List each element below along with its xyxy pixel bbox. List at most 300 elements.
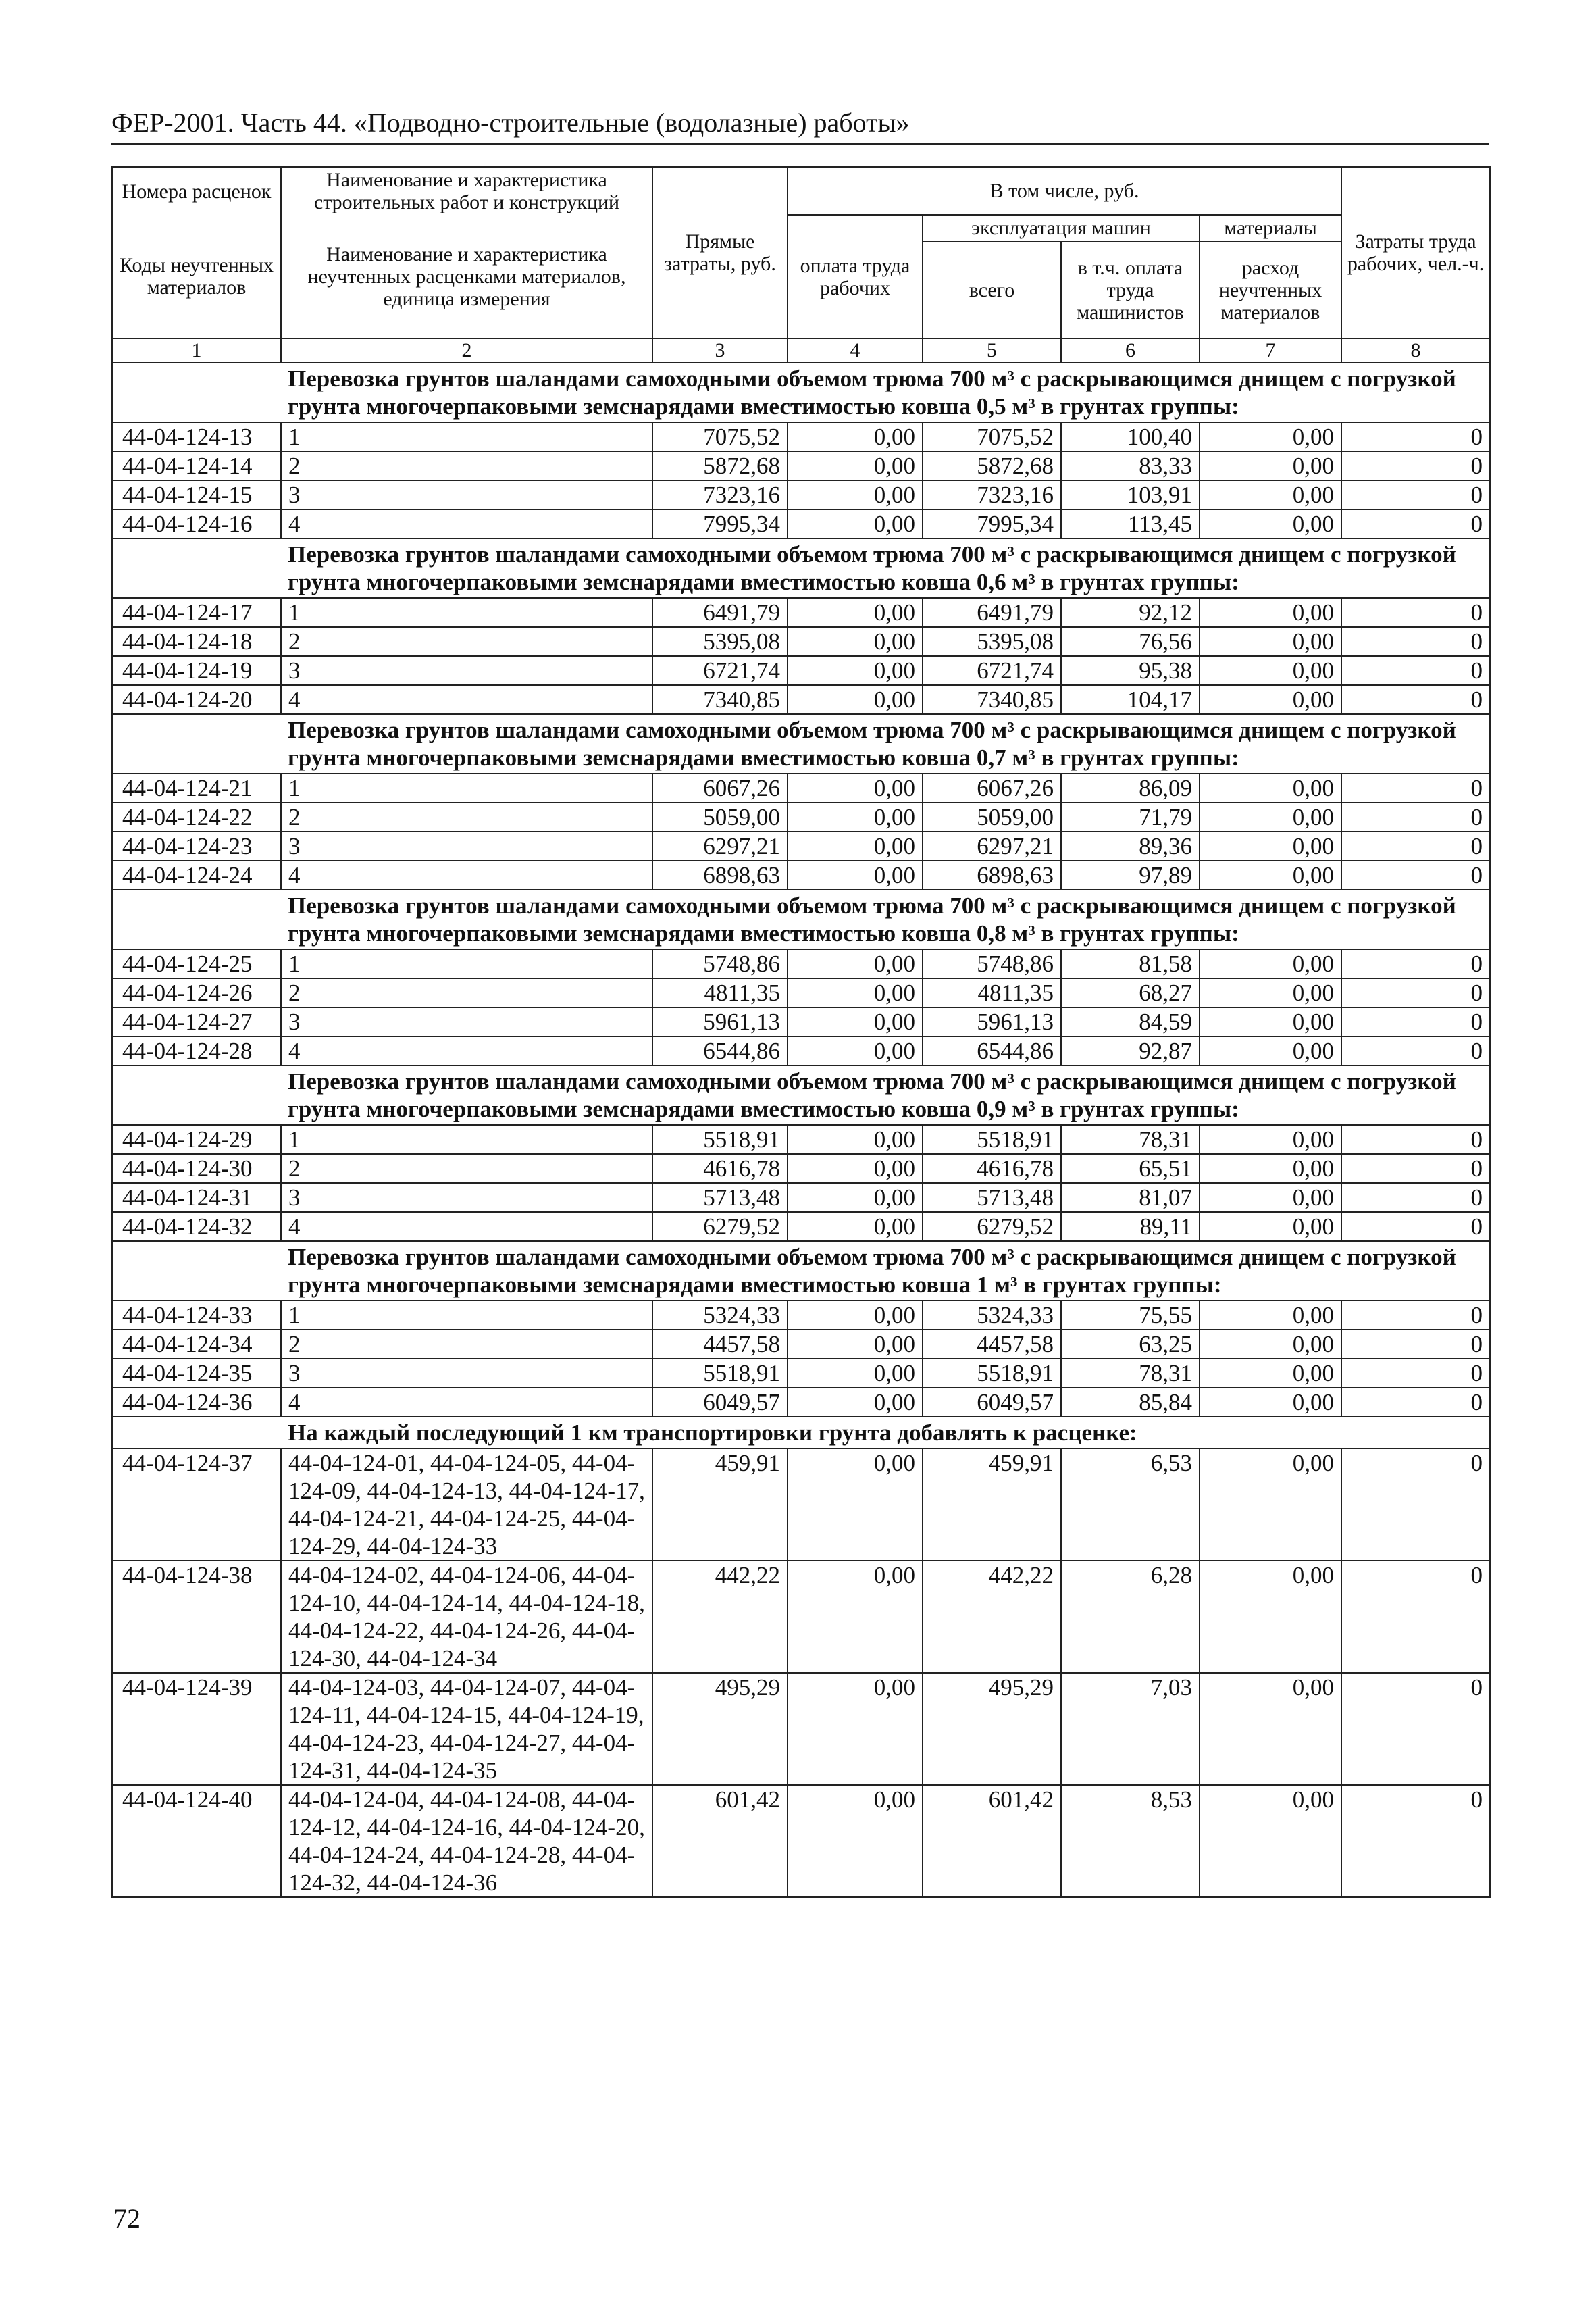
rate-code: 44-04-124-26: [112, 978, 281, 1007]
machinist-pay: 6,28: [1061, 1561, 1200, 1673]
rate-name: 1: [281, 1301, 652, 1330]
table-row: [112, 509, 1490, 538]
rate-code: 44-04-124-21: [112, 774, 281, 803]
worker-pay: 0,00: [788, 656, 923, 685]
machinist-pay: 100,40: [1061, 422, 1200, 451]
labor-hours: 0: [1341, 1359, 1490, 1388]
header-machinist-pay: в т.ч. оплата труда машинистов: [1061, 241, 1200, 338]
machine-cost: 6491,79: [923, 598, 1061, 627]
machinist-pay: 6,53: [1061, 1449, 1200, 1561]
machinist-pay: 83,33: [1061, 451, 1200, 480]
table-row: [112, 598, 1490, 627]
direct-cost: 495,29: [652, 1673, 788, 1785]
rate-code: 44-04-124-19: [112, 656, 281, 685]
page-header-title: ФЕР-2001. Часть 44. «Подводно-строительные (водолазные) работы»: [111, 107, 910, 138]
rate-name: 4: [281, 1036, 652, 1065]
materials-cost: 0,00: [1200, 1183, 1341, 1212]
materials-cost: 0,00: [1200, 656, 1341, 685]
table-row: [112, 1388, 1490, 1417]
worker-pay: 0,00: [788, 1036, 923, 1065]
column-number: 6: [1061, 338, 1200, 363]
direct-cost: 601,42: [652, 1785, 788, 1897]
machine-cost: 495,29: [923, 1673, 1061, 1785]
materials-cost: 0,00: [1200, 627, 1341, 656]
column-number-row: [112, 338, 1490, 363]
worker-pay: 0,00: [788, 1212, 923, 1241]
direct-cost: 6297,21: [652, 832, 788, 861]
worker-pay: 0,00: [788, 1125, 923, 1154]
labor-hours: 0: [1341, 774, 1490, 803]
direct-cost: 4616,78: [652, 1154, 788, 1183]
direct-cost: 5518,91: [652, 1125, 788, 1154]
machinist-pay: 75,55: [1061, 1301, 1200, 1330]
direct-cost: 4811,35: [652, 978, 788, 1007]
materials-cost: 0,00: [1200, 1036, 1341, 1065]
worker-pay: 0,00: [788, 1330, 923, 1359]
table-row: [112, 949, 1490, 978]
column-number: 2: [281, 338, 652, 363]
rate-name: 2: [281, 1330, 652, 1359]
rates-table: [111, 166, 1491, 1898]
machinist-pay: 68,27: [1061, 978, 1200, 1007]
rate-code: 44-04-124-25: [112, 949, 281, 978]
table-row: [112, 656, 1490, 685]
table-row: [112, 685, 1490, 714]
rate-code: 44-04-124-27: [112, 1007, 281, 1036]
table-row: [112, 1212, 1490, 1241]
rate-code: 44-04-124-34: [112, 1330, 281, 1359]
direct-cost: 6544,86: [652, 1036, 788, 1065]
table-row: [112, 1183, 1490, 1212]
worker-pay: 0,00: [788, 685, 923, 714]
worker-pay: 0,00: [788, 1673, 923, 1785]
direct-cost: 6049,57: [652, 1388, 788, 1417]
section-spacer: [112, 538, 281, 598]
section-header-row: [112, 363, 1490, 422]
direct-cost: 7323,16: [652, 480, 788, 509]
machine-cost: 7995,34: [923, 509, 1061, 538]
materials-cost: 0,00: [1200, 861, 1341, 890]
table-row: [112, 1125, 1490, 1154]
table-row: [112, 1330, 1490, 1359]
direct-cost: 7340,85: [652, 685, 788, 714]
section-spacer: [112, 363, 281, 422]
rate-name: 2: [281, 627, 652, 656]
column-number: 1: [112, 338, 281, 363]
rate-name: 3: [281, 480, 652, 509]
section-spacer: [112, 1417, 281, 1449]
materials-cost: 0,00: [1200, 451, 1341, 480]
rate-name: 2: [281, 1154, 652, 1183]
labor-hours: 0: [1341, 422, 1490, 451]
labor-hours: 0: [1341, 1785, 1490, 1897]
machinist-pay: 92,12: [1061, 598, 1200, 627]
machinist-pay: 104,17: [1061, 685, 1200, 714]
rate-name: 3: [281, 1183, 652, 1212]
table-row: [112, 1007, 1490, 1036]
rate-code: 44-04-124-39: [112, 1673, 281, 1785]
rate-name: 2: [281, 978, 652, 1007]
section-spacer: [112, 890, 281, 949]
machine-cost: 5059,00: [923, 803, 1061, 832]
rate-code: 44-04-124-20: [112, 685, 281, 714]
table-row: [112, 1673, 1490, 1785]
labor-hours: 0: [1341, 1125, 1490, 1154]
materials-cost: 0,00: [1200, 949, 1341, 978]
rate-code: 44-04-124-36: [112, 1388, 281, 1417]
section-title: Перевозка грунтов шаландами самоходными объемом трюма 700 м³ с раскрывающимся днищем с погрузкой грунта многочерпаковыми земснарядами вместимостью ковша 1 м³ в грунтах группы:: [281, 1241, 1490, 1301]
machinist-pay: 81,07: [1061, 1183, 1200, 1212]
rate-name: 44-04-124-02, 44-04-124-06, 44-04-124-10, 44-04-124-14, 44-04-124-18, 44-04-124-22, 44-04-124-26, 44-04-124-30, 44-04-124-34: [281, 1561, 652, 1673]
rate-code: 44-04-124-29: [112, 1125, 281, 1154]
machine-cost: 7323,16: [923, 480, 1061, 509]
labor-hours: 0: [1341, 1330, 1490, 1359]
machinist-pay: 89,11: [1061, 1212, 1200, 1241]
machinist-pay: 113,45: [1061, 509, 1200, 538]
table-row: [112, 480, 1490, 509]
labor-hours: 0: [1341, 509, 1490, 538]
labor-hours: 0: [1341, 656, 1490, 685]
worker-pay: 0,00: [788, 1561, 923, 1673]
machine-cost: 601,42: [923, 1785, 1061, 1897]
table-row: [112, 422, 1490, 451]
worker-pay: 0,00: [788, 1183, 923, 1212]
direct-cost: 5324,33: [652, 1301, 788, 1330]
worker-pay: 0,00: [788, 480, 923, 509]
machine-cost: 5324,33: [923, 1301, 1061, 1330]
labor-hours: 0: [1341, 480, 1490, 509]
rate-name: 1: [281, 422, 652, 451]
direct-cost: 5059,00: [652, 803, 788, 832]
direct-cost: 5395,08: [652, 627, 788, 656]
table-row: [112, 1154, 1490, 1183]
worker-pay: 0,00: [788, 451, 923, 480]
machine-cost: 5395,08: [923, 627, 1061, 656]
rate-code: 44-04-124-17: [112, 598, 281, 627]
machinist-pay: 78,31: [1061, 1125, 1200, 1154]
machinist-pay: 97,89: [1061, 861, 1200, 890]
labor-hours: 0: [1341, 685, 1490, 714]
machinist-pay: 71,79: [1061, 803, 1200, 832]
section-title: Перевозка грунтов шаландами самоходными объемом трюма 700 м³ с раскрывающимся днищем с погрузкой грунта многочерпаковыми земснарядами вместимостью ковша 0,7 м³ в грунтах группы:: [281, 714, 1490, 774]
machine-cost: 7340,85: [923, 685, 1061, 714]
rate-name: 3: [281, 832, 652, 861]
machinist-pay: 85,84: [1061, 1388, 1200, 1417]
machinist-pay: 7,03: [1061, 1673, 1200, 1785]
rate-code: 44-04-124-35: [112, 1359, 281, 1388]
direct-cost: 5748,86: [652, 949, 788, 978]
header-direct-costs: Прямые затраты, руб.: [652, 167, 788, 338]
direct-cost: 6898,63: [652, 861, 788, 890]
section-header-row: [112, 1417, 1490, 1449]
materials-cost: 0,00: [1200, 509, 1341, 538]
materials-cost: 0,00: [1200, 1673, 1341, 1785]
table-row: [112, 1359, 1490, 1388]
rate-code: 44-04-124-38: [112, 1561, 281, 1673]
rate-code: 44-04-124-33: [112, 1301, 281, 1330]
table-row: [112, 832, 1490, 861]
rate-code: 44-04-124-16: [112, 509, 281, 538]
column-number: 8: [1341, 338, 1490, 363]
machinist-pay: 89,36: [1061, 832, 1200, 861]
direct-cost: 459,91: [652, 1449, 788, 1561]
header-machine-operation: эксплуатация машин: [923, 215, 1200, 241]
machine-cost: 7075,52: [923, 422, 1061, 451]
labor-hours: 0: [1341, 1154, 1490, 1183]
table-row: [112, 1785, 1490, 1897]
materials-cost: 0,00: [1200, 685, 1341, 714]
section-spacer: [112, 1065, 281, 1125]
rate-name: 4: [281, 685, 652, 714]
rate-name: 4: [281, 1388, 652, 1417]
labor-hours: 0: [1341, 978, 1490, 1007]
machinist-pay: 8,53: [1061, 1785, 1200, 1897]
rate-name: 4: [281, 861, 652, 890]
rate-code: 44-04-124-14: [112, 451, 281, 480]
machine-cost: 442,22: [923, 1561, 1061, 1673]
direct-cost: 5518,91: [652, 1359, 788, 1388]
worker-pay: 0,00: [788, 832, 923, 861]
machinist-pay: 86,09: [1061, 774, 1200, 803]
worker-pay: 0,00: [788, 949, 923, 978]
rate-name: 4: [281, 509, 652, 538]
direct-cost: 6279,52: [652, 1212, 788, 1241]
machine-cost: 6544,86: [923, 1036, 1061, 1065]
labor-hours: 0: [1341, 1388, 1490, 1417]
machinist-pay: 63,25: [1061, 1330, 1200, 1359]
section-header-row: [112, 714, 1490, 774]
machine-cost: 459,91: [923, 1449, 1061, 1561]
labor-hours: 0: [1341, 627, 1490, 656]
header-labor-hours: Затраты труда рабочих, чел.-ч.: [1341, 167, 1490, 338]
worker-pay: 0,00: [788, 422, 923, 451]
rate-code: 44-04-124-32: [112, 1212, 281, 1241]
materials-cost: 0,00: [1200, 1359, 1341, 1388]
materials-cost: 0,00: [1200, 598, 1341, 627]
table-row: [112, 627, 1490, 656]
machine-cost: 5872,68: [923, 451, 1061, 480]
section-title: На каждый последующий 1 км транспортировки грунта добавлять к расценке:: [281, 1417, 1490, 1449]
machine-cost: 5518,91: [923, 1125, 1061, 1154]
header-divider: [111, 143, 1489, 145]
materials-cost: 0,00: [1200, 1212, 1341, 1241]
materials-cost: 0,00: [1200, 1561, 1341, 1673]
materials-cost: 0,00: [1200, 422, 1341, 451]
rate-name: 1: [281, 1125, 652, 1154]
column-number: 7: [1200, 338, 1341, 363]
table-header: [112, 167, 1490, 363]
worker-pay: 0,00: [788, 1154, 923, 1183]
materials-cost: 0,00: [1200, 480, 1341, 509]
rate-name: 44-04-124-04, 44-04-124-08, 44-04-124-12, 44-04-124-16, 44-04-124-20, 44-04-124-24, 44-04-124-28, 44-04-124-32, 44-04-124-36: [281, 1785, 652, 1897]
worker-pay: 0,00: [788, 509, 923, 538]
labor-hours: 0: [1341, 1007, 1490, 1036]
direct-cost: 5872,68: [652, 451, 788, 480]
rate-name: 4: [281, 1212, 652, 1241]
machine-cost: 5961,13: [923, 1007, 1061, 1036]
rate-code: 44-04-124-22: [112, 803, 281, 832]
worker-pay: 0,00: [788, 1388, 923, 1417]
direct-cost: 7075,52: [652, 422, 788, 451]
labor-hours: 0: [1341, 1449, 1490, 1561]
machinist-pay: 81,58: [1061, 949, 1200, 978]
rate-code: 44-04-124-37: [112, 1449, 281, 1561]
direct-cost: 6067,26: [652, 774, 788, 803]
machinist-pay: 84,59: [1061, 1007, 1200, 1036]
labor-hours: 0: [1341, 1212, 1490, 1241]
header-machines-total: всего: [923, 241, 1061, 338]
header-material-codes: Коды неучтенных материалов: [112, 215, 281, 338]
worker-pay: 0,00: [788, 803, 923, 832]
worker-pay: 0,00: [788, 861, 923, 890]
table-body: [112, 363, 1490, 1897]
section-title: Перевозка грунтов шаландами самоходными объемом трюма 700 м³ с раскрывающимся днищем с погрузкой грунта многочерпаковыми земснарядами вместимостью ковша 0,8 м³ в грунтах группы:: [281, 890, 1490, 949]
worker-pay: 0,00: [788, 1007, 923, 1036]
worker-pay: 0,00: [788, 978, 923, 1007]
rate-code: 44-04-124-28: [112, 1036, 281, 1065]
table-row: [112, 1036, 1490, 1065]
table-row: [112, 451, 1490, 480]
rate-name: 2: [281, 803, 652, 832]
machine-cost: 5518,91: [923, 1359, 1061, 1388]
worker-pay: 0,00: [788, 627, 923, 656]
direct-cost: 7995,34: [652, 509, 788, 538]
machine-cost: 6721,74: [923, 656, 1061, 685]
machine-cost: 6279,52: [923, 1212, 1061, 1241]
direct-cost: 5961,13: [652, 1007, 788, 1036]
materials-cost: 0,00: [1200, 1125, 1341, 1154]
column-number: 5: [923, 338, 1061, 363]
machinist-pay: 78,31: [1061, 1359, 1200, 1388]
labor-hours: 0: [1341, 1301, 1490, 1330]
worker-pay: 0,00: [788, 1301, 923, 1330]
rate-code: 44-04-124-18: [112, 627, 281, 656]
header-worker-pay: оплата труда рабочих: [788, 215, 923, 338]
table-row: [112, 774, 1490, 803]
table-row: [112, 1561, 1490, 1673]
worker-pay: 0,00: [788, 1449, 923, 1561]
labor-hours: 0: [1341, 949, 1490, 978]
section-title: Перевозка грунтов шаландами самоходными объемом трюма 700 м³ с раскрывающимся днищем с погрузкой грунта многочерпаковыми земснарядами вместимостью ковша 0,5 м³ в грунтах группы:: [281, 363, 1490, 422]
materials-cost: 0,00: [1200, 1388, 1341, 1417]
table-row: [112, 1301, 1490, 1330]
worker-pay: 0,00: [788, 774, 923, 803]
direct-cost: 4457,58: [652, 1330, 788, 1359]
rate-name: 44-04-124-03, 44-04-124-07, 44-04-124-11, 44-04-124-15, 44-04-124-19, 44-04-124-23, 44-04-124-27, 44-04-124-31, 44-04-124-35: [281, 1673, 652, 1785]
column-number: 4: [788, 338, 923, 363]
rate-name: 1: [281, 949, 652, 978]
materials-cost: 0,00: [1200, 1154, 1341, 1183]
labor-hours: 0: [1341, 1673, 1490, 1785]
rate-code: 44-04-124-30: [112, 1154, 281, 1183]
labor-hours: 0: [1341, 598, 1490, 627]
machine-cost: 6049,57: [923, 1388, 1061, 1417]
machine-cost: 6898,63: [923, 861, 1061, 890]
rate-name: 44-04-124-01, 44-04-124-05, 44-04-124-09, 44-04-124-13, 44-04-124-17, 44-04-124-21, 44-04-124-25, 44-04-124-29, 44-04-124-33: [281, 1449, 652, 1561]
section-title: Перевозка грунтов шаландами самоходными объемом трюма 700 м³ с раскрывающимся днищем с погрузкой грунта многочерпаковыми земснарядами вместимостью ковша 0,9 м³ в грунтах группы:: [281, 1065, 1490, 1125]
section-header-row: [112, 1241, 1490, 1301]
labor-hours: 0: [1341, 861, 1490, 890]
machinist-pay: 76,56: [1061, 627, 1200, 656]
labor-hours: 0: [1341, 803, 1490, 832]
rate-code: 44-04-124-15: [112, 480, 281, 509]
direct-cost: 5713,48: [652, 1183, 788, 1212]
materials-cost: 0,00: [1200, 774, 1341, 803]
machine-cost: 4811,35: [923, 978, 1061, 1007]
labor-hours: 0: [1341, 1561, 1490, 1673]
rate-name: 2: [281, 451, 652, 480]
rate-name: 3: [281, 1359, 652, 1388]
rate-name: 1: [281, 774, 652, 803]
column-number: 3: [652, 338, 788, 363]
header-including: В том числе, руб.: [788, 167, 1341, 215]
worker-pay: 0,00: [788, 598, 923, 627]
header-rate-numbers: Номера расценок: [112, 167, 281, 215]
materials-cost: 0,00: [1200, 832, 1341, 861]
header-material-name: Наименование и характеристика неучтенных расценками материалов, единица измерения: [281, 215, 652, 338]
worker-pay: 0,00: [788, 1785, 923, 1897]
materials-cost: 0,00: [1200, 1007, 1341, 1036]
labor-hours: 0: [1341, 1183, 1490, 1212]
section-header-row: [112, 538, 1490, 598]
machine-cost: 4616,78: [923, 1154, 1061, 1183]
table-row: [112, 861, 1490, 890]
rate-name: 3: [281, 656, 652, 685]
materials-cost: 0,00: [1200, 803, 1341, 832]
section-header-row: [112, 890, 1490, 949]
machinist-pay: 92,87: [1061, 1036, 1200, 1065]
labor-hours: 0: [1341, 1036, 1490, 1065]
machine-cost: 4457,58: [923, 1330, 1061, 1359]
rate-code: 44-04-124-24: [112, 861, 281, 890]
rate-code: 44-04-124-23: [112, 832, 281, 861]
machine-cost: 5748,86: [923, 949, 1061, 978]
rate-code: 44-04-124-40: [112, 1785, 281, 1897]
labor-hours: 0: [1341, 451, 1490, 480]
machinist-pay: 95,38: [1061, 656, 1200, 685]
section-title: Перевозка грунтов шаландами самоходными объемом трюма 700 м³ с раскрывающимся днищем с погрузкой грунта многочерпаковыми земснарядами вместимостью ковша 0,6 м³ в грунтах группы:: [281, 538, 1490, 598]
direct-cost: 442,22: [652, 1561, 788, 1673]
materials-cost: 0,00: [1200, 978, 1341, 1007]
machine-cost: 5713,48: [923, 1183, 1061, 1212]
rate-code: 44-04-124-13: [112, 422, 281, 451]
worker-pay: 0,00: [788, 1359, 923, 1388]
materials-cost: 0,00: [1200, 1330, 1341, 1359]
section-spacer: [112, 714, 281, 774]
machinist-pay: 103,91: [1061, 480, 1200, 509]
materials-cost: 0,00: [1200, 1785, 1341, 1897]
page-number: 72: [113, 2203, 140, 2234]
machinist-pay: 65,51: [1061, 1154, 1200, 1183]
header-materials: материалы: [1200, 215, 1341, 241]
direct-cost: 6491,79: [652, 598, 788, 627]
machine-cost: 6297,21: [923, 832, 1061, 861]
section-spacer: [112, 1241, 281, 1301]
header-unaccounted-materials: расход неучтенных материалов: [1200, 241, 1341, 338]
rate-code: 44-04-124-31: [112, 1183, 281, 1212]
labor-hours: 0: [1341, 832, 1490, 861]
rate-name: 3: [281, 1007, 652, 1036]
materials-cost: 0,00: [1200, 1449, 1341, 1561]
machine-cost: 6067,26: [923, 774, 1061, 803]
section-header-row: [112, 1065, 1490, 1125]
rate-name: 1: [281, 598, 652, 627]
direct-cost: 6721,74: [652, 656, 788, 685]
table-row: [112, 803, 1490, 832]
header-work-name: Наименование и характеристика строительных работ и конструкций: [281, 167, 652, 215]
materials-cost: 0,00: [1200, 1301, 1341, 1330]
table-row: [112, 1449, 1490, 1561]
